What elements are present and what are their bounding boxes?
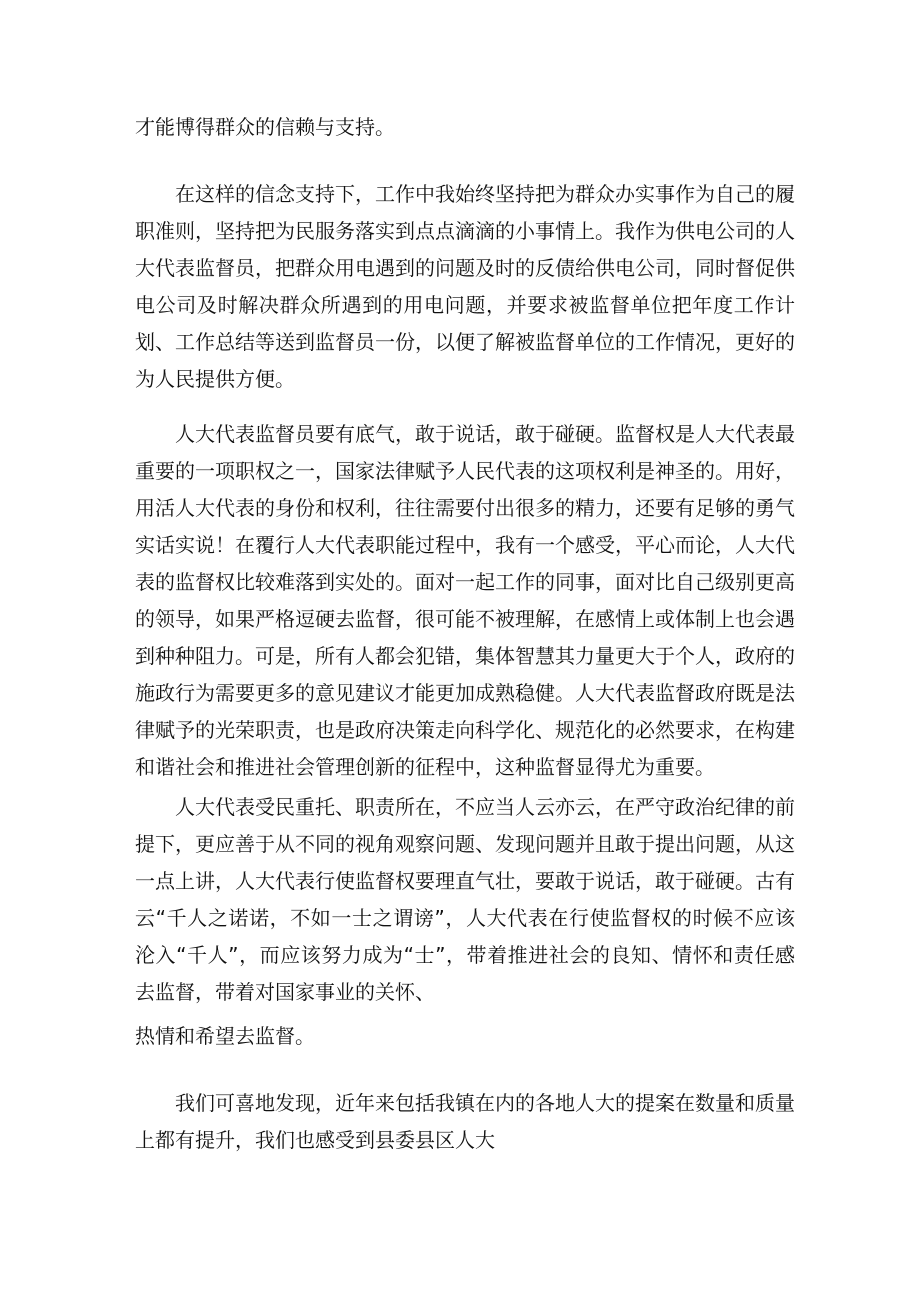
paragraph-representative-duty: 人大代表受民重托、职责所在，不应当人云亦云，在严守政治纪律的前提下，更应善于从不同的视角观察问题、发现问题并且敢于提出问题，从这一点上讲，人大代表行使监督权要理直气壮，要敢于说话，敢于碰硬。古有云“千人之诺诺，不如一士之谓谤”，人大代表在行使监督权的时候不应该沦入“千人”，而应该努力成为“士”，带着推进社会的良知、情怀和责任感去监督，带着对国家事业的关怀、	[135, 795, 795, 1004]
paragraph-continuation: 才能博得群众的信赖与支持。	[135, 115, 395, 139]
paragraph-service-principle: 在这样的信念支持下，工作中我始终坚持把为群众办实事作为自己的履职准则，坚持把为民服务落实到点点滴滴的小事情上。我作为供电公司的人大代表监督员，把群众用电遇到的问题及时的反债给供电公司，同时督促供电公司及时解决群众所遇到的用电问题，并要求被监督单位把年度工作计划、工作总结等送到监督员一份，以便了解被监督单位的工作情况，更好的为人民提供方便。	[135, 182, 795, 391]
paragraph-supervision-courage: 人大代表监督员要有底气，敢于说话，敢于碰硬。监督权是人大代表最重要的一项职权之一，国家法律赋予人民代表的这项权利是神圣的。用好，用活人大代表的身份和权利，往往需要付出很多的精力，还要有足够的勇气实话实说！在覆行人大代表职能过程中，我有一个感受，平心而论，人大代表的监督权比较难落到实处的。面对一起工作的同事，面对比自己级别更高的领导，如果严格逗硬去监督，很可能不被理解，在感情上或体制上也会遇到种种阻力。可是，所有人都会犯错，集体智慧其力量更大于个人，政府的施政行为需要更多的意见建议才能更加成熟稳健。人大代表监督政府既是法律赋予的光荣职责，也是政府决策走向科学化、规范化的必然要求，在构建和谐社会和推进社会管理创新的征程中，这种监督显得尤为重要。	[135, 422, 795, 779]
paragraph-progress: 我们可喜地发现，近年来包括我镇在内的各地人大的提案在数量和质量上都有提升，我们也感受到县委县区人大	[135, 1091, 795, 1152]
paragraph-continuation-2: 热情和希望去监督。	[135, 1024, 315, 1048]
